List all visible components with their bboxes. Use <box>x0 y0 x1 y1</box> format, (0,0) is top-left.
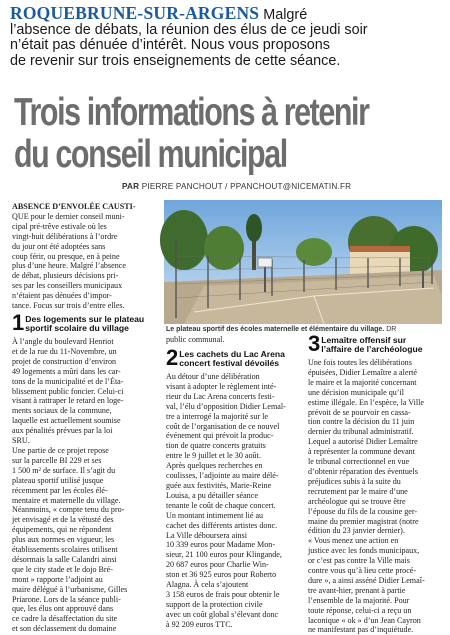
body-line: val, l’élu d’opposition Didier Lemal- <box>166 401 286 411</box>
article-header <box>10 3 442 69</box>
body-line: tons de la municipalité et de l’Éta- <box>12 376 124 386</box>
body-line: tenante le coût de chaque concert. <box>166 500 276 510</box>
lead-label: ABSENCE D’ENVOLÉE CAUSTI- <box>12 202 136 211</box>
caption-text: Le plateau sportif des écoles maternelle et élémentaire du village. <box>166 326 385 333</box>
intro-line: Malgré <box>259 7 308 23</box>
body-line: rieur du Lac Arena concerts festi- <box>166 391 275 401</box>
subhead-3 <box>308 331 423 356</box>
subhead-title <box>25 313 144 334</box>
body-line: l’épouse du fils de la cousine ger- <box>308 506 418 516</box>
body-line: ston et 36 925 euros pour Roberto <box>166 570 277 580</box>
lead-line: du jour ont été adoptées sans <box>12 241 106 251</box>
body-line: l’ensemble de la majorité. Pour <box>308 595 410 605</box>
body-line: une décision municipale qu’il <box>308 387 404 397</box>
body-line: cachet des différents artistes donc. <box>166 520 278 530</box>
body-line: le maire et la majorité concernant <box>308 377 417 387</box>
body-line: laconique « ok » d’un Jean Cayron <box>308 615 421 625</box>
body-line: Louisa, a pu détailler séance <box>166 490 258 500</box>
body-line: laquelle est actuellement soumise <box>12 416 121 426</box>
lead-line: cipal pré-trêve estivale où les <box>12 221 107 231</box>
body-line: 10 339 euros pour Madame Mon- <box>166 540 276 550</box>
body-line: établissements scolaires utilisent <box>12 545 118 555</box>
body-line: recrutement par le maire d’une <box>308 486 408 496</box>
lead-line: n’étaient pas dénuées d’impor- <box>12 291 112 301</box>
body-line: entre le 9 juillet et le 30 août. <box>166 451 261 461</box>
body-line: La Ville déboursera ainsi <box>166 530 247 540</box>
body-line: à représenter la commune devant <box>308 447 415 457</box>
body-line: guée aux festivités, Marie-Reine <box>166 480 272 490</box>
column-2-top <box>166 335 302 345</box>
body-line: tre avant-hier, prenant à partie <box>308 585 406 595</box>
subhead-title-line: Des logements sur le plateau <box>25 314 145 324</box>
subhead-title-line: Les cachets du Lac Arena <box>179 349 285 359</box>
byline-author: PIERRE PANCHOUT / PPANCHOUT@NICEMATIN.FR <box>141 182 352 191</box>
body-line: sur la parcelle BI 229 et ses <box>12 455 102 465</box>
body-line: archéologue qui se trouve être <box>308 496 406 506</box>
lead-line: tance. Focus sur trois d’entre elles. <box>12 301 125 311</box>
column-3-body <box>308 358 442 635</box>
body-line: équipements, qui ne répondent <box>12 525 112 535</box>
subhead-title-line: l’affaire de l’archéologue <box>321 344 423 355</box>
lead-line: ses par les conseillers municipaux <box>12 281 123 291</box>
body-line: estime illégale. En l’espèce, la Ville <box>308 397 425 407</box>
subhead-title <box>179 348 285 369</box>
lead-line: coup férir, ou presque, en à peine <box>12 251 120 261</box>
article-intro <box>10 3 442 69</box>
body-line: « Vous menez une action en <box>308 536 399 546</box>
body-line: contre vous qu’à lieu cette procé- <box>308 566 417 576</box>
photo-caption <box>166 326 396 333</box>
body-line: d’obtenir réparation des éventuels <box>308 466 418 476</box>
body-line: Au détour d’une délibération <box>166 372 260 381</box>
subhead-title-line: concert festival dévoilés <box>179 358 280 369</box>
body-line: avec un coût global s’élevant donc <box>166 609 279 619</box>
body-line: et son déclassement du domaine <box>12 624 117 634</box>
lead-line: plus d’une heure. Malgré l’absence <box>12 261 126 271</box>
subhead-number: 3 <box>308 331 321 356</box>
body-line: 1 500 m² de surface. Il s’agit du <box>12 465 116 475</box>
headline-line: Trois informations à retenir <box>14 91 369 134</box>
body-line: visant à rattraper le retard en loge- <box>12 396 124 406</box>
body-line: coulisses, l’adjointe au maire délé- <box>166 471 279 481</box>
body-line: désormais la salle Calandri ainsi <box>12 554 117 564</box>
body-line: tion contre la décision du 11 juin <box>308 417 415 427</box>
article-kicker: ROQUEBRUNE-SUR-ARGENS <box>10 3 260 23</box>
column-1 <box>12 202 158 311</box>
body-line: Priarone. Lors de la séance publi- <box>12 594 121 604</box>
body-line: mont » rapporte l’adjoint au <box>12 574 103 584</box>
sports-court-illustration <box>164 200 442 324</box>
body-line: justice avec les fonds municipaux, <box>308 546 420 556</box>
body-line: édition du 23 janvier dernier). <box>308 526 405 536</box>
body-line: visant à adopter le règlement inté- <box>166 381 277 391</box>
body-line: épuisées, Didier Lemaître a alerté <box>308 367 417 377</box>
body-line: public communal. <box>166 335 225 344</box>
byline <box>122 182 351 191</box>
body-line: jet envisagé et de la vétusté des <box>12 515 114 525</box>
body-line: blissement public foncier. Celui-ci <box>12 386 124 396</box>
body-line: maine du premier magistrat (notre <box>308 516 419 526</box>
body-line: coût de l’organisation de ce nouvel <box>166 421 280 431</box>
body-line: sieur, 21 100 euros pour Klingande, <box>166 550 282 560</box>
lead-line <box>12 202 158 212</box>
body-line: ne manifestant pas d’inquiétude. <box>308 625 414 635</box>
body-line: Alagna. À cela s’ajoutent <box>166 580 249 590</box>
lead-line: QUE pour le dernier conseil muni- <box>12 211 125 221</box>
article-photo <box>164 200 442 324</box>
body-line: et de la rue du 11-Novembre, un <box>12 346 117 356</box>
subhead-title-line: sportif scolaire du village <box>25 323 129 334</box>
body-line: ce cadre la désaffectation du site <box>12 614 118 624</box>
body-line: Une partie de ce projet repose <box>12 445 109 455</box>
body-line: aux pénalités prévues par la loi <box>12 426 113 436</box>
body-line: dure », a ainsi asséné Didier Lemaî- <box>308 575 425 585</box>
caption-credit: DR <box>386 326 397 333</box>
lead-line: de débat, plusieurs décisions pri- <box>12 271 119 281</box>
body-line: Après quelques recherches en <box>166 461 263 471</box>
body-line: toute réponse, celui-ci a reçu un <box>308 605 412 615</box>
body-line: À l’angle du boulevard Henriot <box>12 337 114 346</box>
body-line: maire délégué à l’urbanisme, Gilles <box>12 584 128 594</box>
article-headline <box>14 91 369 176</box>
subhead-title <box>321 334 422 355</box>
body-line: le tribunal correctionnel en vue <box>308 457 410 467</box>
subhead-number: 2 <box>166 345 179 370</box>
body-line: Néanmoins, « compte tenu du pro- <box>12 505 125 515</box>
intro-line: n’était pas dénuée d’intérêt. Nous vous proposons <box>10 37 331 54</box>
intro-line: l’absence de débats, la réunion des élus de ce jeudi soir <box>10 22 368 39</box>
subhead-1 <box>12 310 145 335</box>
body-line: or c’est pas contre la Ville mais <box>308 556 410 566</box>
body-line: 49 logements a mûri dans les car- <box>12 366 121 376</box>
body-line: que le city stade et le dojo Bré- <box>12 564 113 574</box>
body-line: que, les élus ont approuvé dans <box>12 604 114 614</box>
body-line: support de la protection civile <box>166 599 263 609</box>
body-line: dernier du tribunal administratif. <box>308 427 414 437</box>
body-line: préjudices subis à la suite du <box>308 476 401 486</box>
body-line: événement qui prévoit la produc- <box>166 431 274 441</box>
body-line: Une fois toutes les délibérations <box>308 358 412 367</box>
subhead-2 <box>166 345 285 370</box>
body-line: 3 158 euros de frais pour obtenir le <box>166 589 280 599</box>
body-line: plateau sportif utilisé jusque <box>12 475 104 485</box>
body-line: 20 687 euros pour Charlie Win- <box>166 560 269 570</box>
column-2-body <box>166 372 302 630</box>
body-line: SRU. <box>12 436 30 446</box>
body-line: Un montant intimement lié au <box>166 510 264 520</box>
subhead-number: 1 <box>12 310 25 335</box>
body-line: plus aux normes en vigueur, les <box>12 535 115 545</box>
column-1-body <box>12 337 158 634</box>
body-line: mentaire et maternelle du village. <box>12 495 121 505</box>
body-line: à 92 209 euros TTC. <box>166 619 233 629</box>
body-line: ments sociaux de la commune, <box>12 406 112 416</box>
byline-par: PAR <box>122 182 140 191</box>
headline-line: du conseil municipal <box>14 133 287 176</box>
body-line: tion de quatre concerts gratuits <box>166 441 266 451</box>
intro-line: de revenir sur trois enseignements de cette séance. <box>10 52 341 69</box>
body-line: prévoit de se pourvoir en cassa- <box>308 407 411 417</box>
body-line: projet de construction d’environ <box>12 356 117 366</box>
body-line: tre a interrogé la majorité sur le <box>166 411 269 421</box>
lead-line: vingt-huit délibérations à l’ordre <box>12 231 118 241</box>
subhead-title-line: Lemaître offensif sur <box>321 335 407 345</box>
body-line: Lequel a autorisé Didier Lemaître <box>308 437 418 447</box>
body-line: récemment par les écoles élé- <box>12 485 108 495</box>
